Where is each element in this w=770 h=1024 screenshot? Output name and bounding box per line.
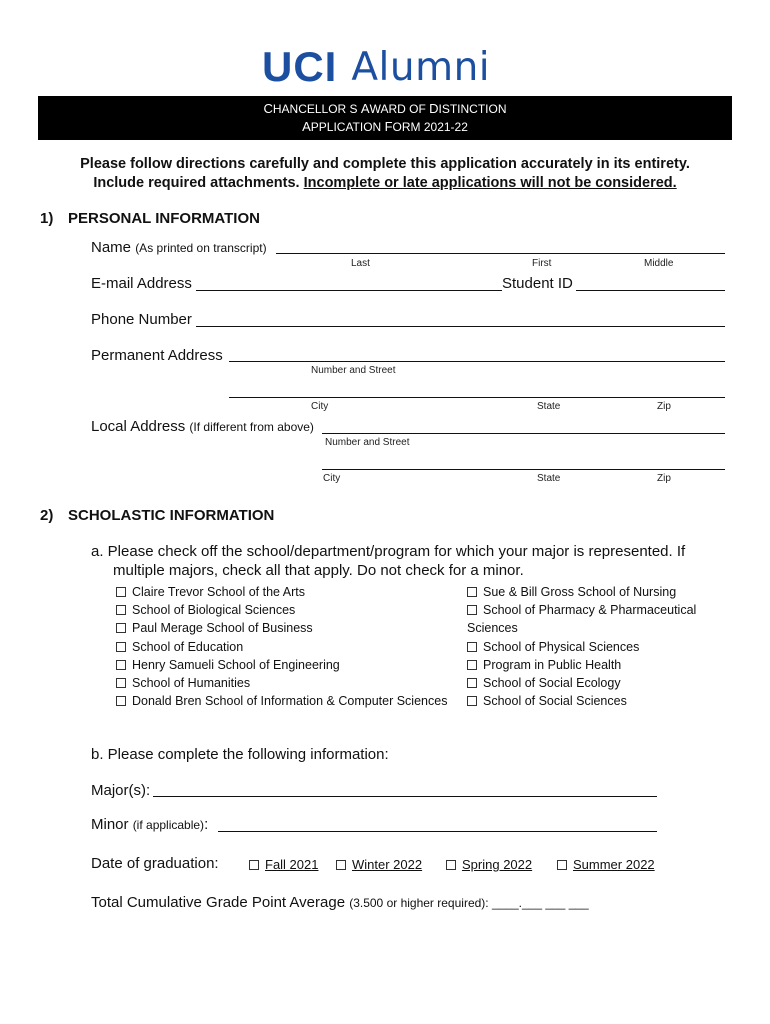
late-warning: Incomplete or late applications will not be considered.: [303, 175, 677, 191]
checkbox-icon[interactable]: [116, 642, 126, 652]
graduation-label: Date of graduation:: [91, 855, 219, 872]
name-input-line[interactable]: [276, 253, 725, 254]
permanent-city-caption: City: [311, 401, 329, 412]
instructions-line-2: Include required attachments. Incomplete or late applications will not be considered.: [93, 175, 677, 191]
term-fall-2021[interactable]: Fall 2021: [249, 857, 318, 872]
name-first-caption: First: [532, 258, 552, 269]
gpa-input[interactable]: ____.___ ___ ___: [491, 896, 589, 910]
banner-line-2: APPLICATION FORM 2021-22: [302, 119, 468, 134]
checkbox-icon[interactable]: [116, 660, 126, 670]
local-city-caption: City: [323, 473, 341, 484]
checkbox-icon[interactable]: [467, 660, 477, 670]
logo-alumni: Alumni: [351, 44, 491, 90]
option-social-sciences[interactable]: School of Social Sciences: [467, 692, 696, 710]
school-options-right: [467, 583, 696, 710]
name-last-caption: Last: [351, 258, 370, 269]
term-spring-2022[interactable]: Spring 2022: [446, 857, 532, 872]
school-options-left: [116, 583, 447, 710]
instructions: [40, 155, 730, 193]
local-street-caption: Number and Street: [325, 437, 410, 448]
option-biological-sciences[interactable]: School of Biological Sciences: [116, 601, 447, 619]
permanent-zip-caption: Zip: [657, 401, 671, 412]
local-city-line[interactable]: [322, 469, 725, 470]
student-id-input-line[interactable]: [576, 290, 725, 291]
term-summer-2022[interactable]: Summer 2022: [557, 857, 655, 872]
permanent-city-line[interactable]: [229, 397, 725, 398]
banner-line-1: CHANCELLOR S AWARD OF DISTINCTION: [263, 101, 507, 116]
checkbox-icon[interactable]: [467, 678, 477, 688]
permanent-state-caption: State: [537, 401, 561, 412]
instruction-a: a. Please check off the school/department/program for which your major is represented. If multiple majors, check all that apply. Do not check for a minor.: [91, 543, 686, 579]
section-1-title: PERSONAL INFORMATION: [68, 210, 260, 227]
option-education[interactable]: School of Education: [116, 638, 447, 656]
checkbox-icon[interactable]: [467, 696, 477, 706]
option-pharmacy[interactable]: School of Pharmacy & Pharmaceutical: [467, 601, 696, 619]
option-business[interactable]: Paul Merage School of Business: [116, 619, 447, 637]
local-street-line[interactable]: [322, 433, 725, 434]
minor-input-line[interactable]: [218, 831, 657, 832]
majors-label: Major(s):: [91, 782, 151, 799]
checkbox-icon[interactable]: [116, 696, 126, 706]
term-winter-2022[interactable]: Winter 2022: [336, 857, 422, 872]
option-social-ecology[interactable]: School of Social Ecology: [467, 674, 696, 692]
local-address-label: Local Address (If different from above): [91, 418, 314, 435]
name-middle-caption: Middle: [644, 258, 674, 269]
local-zip-caption: Zip: [657, 473, 671, 484]
minor-label: Minor (if applicable):: [91, 816, 209, 833]
gpa-label: Total Cumulative Grade Point Average (3.500 or higher required): ____.___ ___ ___: [91, 894, 589, 911]
section-2-title: SCHOLASTIC INFORMATION: [68, 507, 275, 524]
option-public-health[interactable]: Program in Public Health: [467, 656, 696, 674]
checkbox-icon[interactable]: [249, 860, 259, 870]
option-physical-sciences[interactable]: School of Physical Sciences: [467, 638, 696, 656]
option-pharmacy-cont: Sciences: [467, 621, 518, 636]
local-state-caption: State: [537, 473, 561, 484]
option-humanities[interactable]: School of Humanities: [116, 674, 447, 692]
email-input-line[interactable]: [196, 290, 502, 291]
email-label: E-mail Address: [91, 275, 192, 292]
permanent-address-label: Permanent Address: [91, 347, 223, 364]
name-label: Name (As printed on transcript): [91, 239, 267, 256]
majors-input-line[interactable]: [153, 796, 657, 797]
checkbox-icon[interactable]: [467, 587, 477, 597]
phone-input-line[interactable]: [196, 326, 725, 327]
checkbox-icon[interactable]: [557, 860, 567, 870]
instructions-line-1: Please follow directions carefully and complete this application accurately in its entirety.: [80, 156, 690, 172]
checkbox-icon[interactable]: [336, 860, 346, 870]
checkbox-icon[interactable]: [116, 587, 126, 597]
checkbox-icon[interactable]: [467, 605, 477, 615]
option-engineering[interactable]: Henry Samueli School of Engineering: [116, 656, 447, 674]
permanent-street-caption: Number and Street: [311, 365, 396, 376]
section-1-number: 1): [40, 210, 54, 227]
form-title-banner: [38, 96, 732, 140]
checkbox-icon[interactable]: [116, 678, 126, 688]
student-id-label: Student ID: [502, 275, 573, 292]
checkbox-icon[interactable]: [116, 623, 126, 633]
option-nursing[interactable]: Sue & Bill Gross School of Nursing: [467, 583, 696, 601]
section-2-number: 2): [40, 507, 54, 524]
instruction-b: b. Please complete the following information:: [91, 746, 389, 763]
option-arts[interactable]: Claire Trevor School of the Arts: [116, 583, 447, 601]
logo-uci: UCI: [262, 43, 338, 90]
phone-label: Phone Number: [91, 311, 192, 328]
checkbox-icon[interactable]: [467, 642, 477, 652]
checkbox-icon[interactable]: [446, 860, 456, 870]
uci-alumni-logo: [262, 44, 490, 90]
permanent-street-line[interactable]: [229, 361, 725, 362]
checkbox-icon[interactable]: [116, 605, 126, 615]
option-ics[interactable]: Donald Bren School of Information & Computer Sciences: [116, 692, 447, 710]
